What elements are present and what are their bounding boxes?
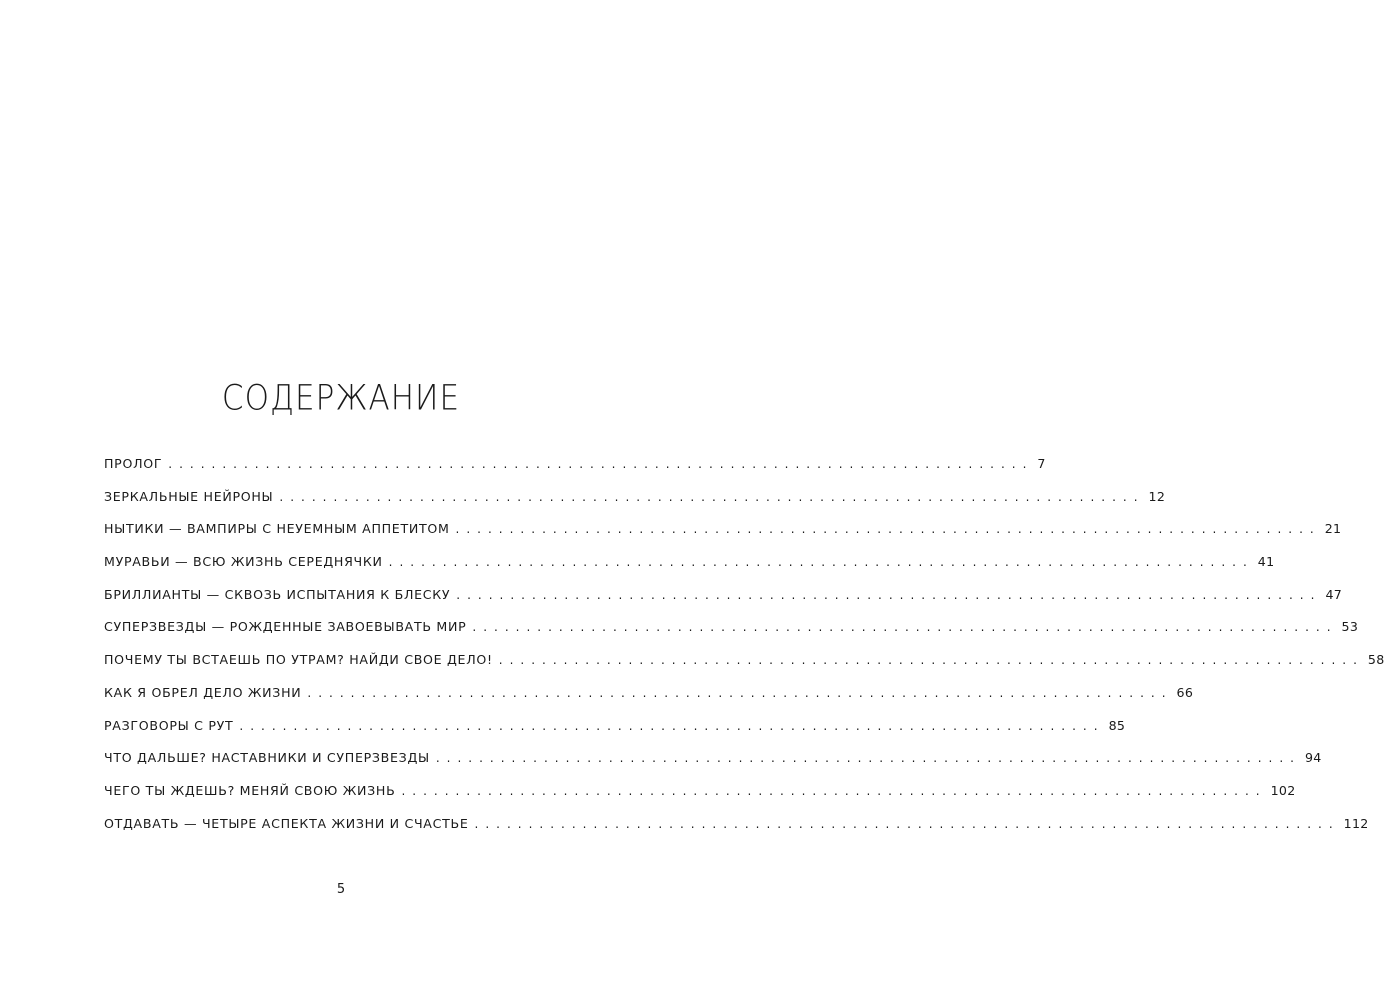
toc-entry-page-number: 41 xyxy=(1257,554,1275,570)
toc-entry-title: БРИЛЛИАНТЫ — СКВОЗЬ ИСПЫТАНИЯ К БЛЕСКУ xyxy=(104,586,451,602)
dot-leader: ................................................................................ xyxy=(279,489,1145,504)
toc-entry-title: КАК Я ОБРЕЛ ДЕЛО ЖИЗНИ xyxy=(104,684,302,700)
toc-entry-title: МУРАВЬИ — ВСЮ ЖИЗНЬ СЕРЕДНЯЧКИ xyxy=(104,554,383,570)
dot-leader: ................................................................................ xyxy=(168,457,1034,471)
dot-leader: ................................................................................ xyxy=(401,783,1267,798)
dot-leader: ................................................................................ xyxy=(388,555,1254,570)
toc-entry-page-number: 53 xyxy=(1341,619,1359,635)
toc-entry[interactable] xyxy=(104,586,1343,620)
toc-entry[interactable] xyxy=(104,619,1359,652)
toc-entry-page-number: 94 xyxy=(1304,750,1322,766)
dot-leader: ................................................................................ xyxy=(456,587,1322,602)
toc-entry[interactable] xyxy=(104,652,1385,685)
dot-leader: ................................................................................ xyxy=(474,816,1340,831)
toc-entry-page-number: 112 xyxy=(1343,815,1369,831)
toc-entry-title: ПОЧЕМУ ТЫ ВСТАЕШЬ ПО УТРАМ? НАЙДИ СВОЕ ДЕЛО! xyxy=(104,652,493,668)
toc-entry-title: ЧТО ДАЛЬШЕ? НАСТАВНИКИ И СУПЕРЗВЕЗДЫ xyxy=(104,750,430,766)
dot-leader: ................................................................................ xyxy=(455,522,1321,537)
table-of-contents xyxy=(104,456,1385,848)
dot-leader: ................................................................................ xyxy=(307,685,1173,700)
toc-entry-title: РАЗГОВОРЫ С РУТ xyxy=(104,717,234,733)
toc-entry[interactable] xyxy=(104,782,1296,816)
toc-entry-title: ПРОЛОГ xyxy=(104,456,163,471)
toc-entry-page-number: 85 xyxy=(1108,717,1126,733)
toc-entry-title: ЗЕРКАЛЬНЫЕ НЕЙРОНЫ xyxy=(104,488,274,504)
toc-entry[interactable] xyxy=(104,554,1275,587)
toc-entry[interactable] xyxy=(104,684,1194,718)
page-title: СОДЕРЖАНИЕ xyxy=(221,378,461,419)
page-number: 5 xyxy=(336,882,346,897)
toc-entry-page-number: 102 xyxy=(1270,782,1296,798)
dot-leader: ................................................................................ xyxy=(498,653,1364,668)
toc-entry-title: ОТДАВАТЬ — ЧЕТЫРЕ АСПЕКТА ЖИЗНИ И СЧАСТЬЕ xyxy=(104,815,469,831)
toc-entry[interactable] xyxy=(104,488,1166,522)
toc-entry-page-number: 21 xyxy=(1324,521,1342,537)
toc-entry-page-number: 7 xyxy=(1037,456,1046,471)
dot-leader: ................................................................................ xyxy=(472,620,1338,635)
dot-leader: ................................................................................ xyxy=(435,751,1301,766)
toc-entry[interactable] xyxy=(104,717,1126,751)
toc-entry-page-number: 58 xyxy=(1367,652,1385,668)
toc-entry-page-number: 66 xyxy=(1176,684,1194,700)
toc-entry[interactable] xyxy=(104,456,1046,489)
toc-entry[interactable] xyxy=(104,815,1369,849)
toc-entry[interactable] xyxy=(104,521,1342,554)
toc-entry-title: ЧЕГО ТЫ ЖДЕШЬ? МЕНЯЙ СВОЮ ЖИЗНЬ xyxy=(104,782,396,798)
toc-entry-title: СУПЕРЗВЕЗДЫ — РОЖДЕННЫЕ ЗАВОЕВЫВАТЬ МИР xyxy=(104,619,467,635)
toc-entry-title: НЫТИКИ — ВАМПИРЫ С НЕУЕМНЫМ АППЕТИТОМ xyxy=(104,521,450,537)
toc-entry[interactable] xyxy=(104,750,1322,783)
dot-leader: ................................................................................ xyxy=(239,718,1105,733)
toc-entry-page-number: 47 xyxy=(1325,586,1343,602)
toc-entry-page-number: 12 xyxy=(1148,488,1166,504)
